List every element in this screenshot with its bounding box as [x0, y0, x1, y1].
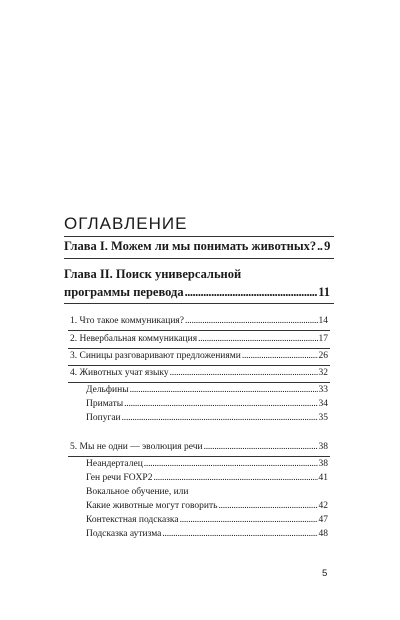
entry-page: 41: [318, 473, 328, 483]
entry-label: 3. Синицы разговаривают предложениями: [70, 351, 241, 361]
entry-page: 17: [318, 334, 328, 344]
leader-dots: [122, 413, 318, 423]
toc-entry[interactable]: [70, 351, 328, 361]
entry-label: Какие животные могут говорить: [86, 501, 218, 511]
toc-subentry[interactable]: [86, 399, 328, 409]
leader-dots: [317, 239, 323, 254]
chapter-2-title-line2: программы перевода: [64, 285, 184, 299]
chapter-1-rule: [64, 258, 334, 259]
entry-label: Попугаи: [86, 413, 121, 423]
leader-dots: [124, 399, 317, 409]
toc-entry[interactable]: [70, 334, 328, 344]
toc-subentry-line1: Вокальное обучение, или: [86, 487, 189, 497]
entry-label: Приматы: [86, 399, 124, 409]
entry-label: Контекстная подсказка: [86, 515, 179, 525]
toc-subentry[interactable]: [86, 413, 328, 423]
chapter-2-rule: [64, 303, 334, 304]
toc-subentry[interactable]: [86, 385, 328, 395]
chapter-2-page: 11: [318, 285, 330, 299]
chapter-1-title: Глава I. Можем ли мы понимать животных?: [64, 239, 317, 253]
toc-entry[interactable]: [70, 368, 328, 378]
toc-subentry[interactable]: [86, 515, 328, 525]
entry-label: 5. Мы не одни — эволюция речи: [70, 442, 203, 452]
chapter-2-entry: [64, 285, 330, 300]
entry-page: 33: [318, 385, 328, 395]
entry-page: 14: [318, 316, 328, 326]
entry-page: 26: [318, 351, 328, 361]
leader-dots: [185, 285, 318, 300]
entry-rule: [68, 456, 330, 457]
entry-label: 4. Животных учат языку: [70, 368, 169, 378]
entry-page: 38: [318, 459, 328, 469]
leader-dots: [144, 459, 318, 469]
leader-dots: [185, 316, 318, 326]
entry-label: 1. Что такое коммуникация?: [70, 316, 184, 326]
toc-subentry[interactable]: [86, 529, 328, 539]
leader-dots: [218, 501, 317, 511]
toc-entry[interactable]: [70, 316, 328, 326]
toc-subentry[interactable]: [86, 501, 328, 511]
toc-subentry[interactable]: [86, 473, 328, 483]
toc-subentry[interactable]: [86, 459, 328, 469]
leader-dots: [242, 351, 318, 361]
toc-heading: ОГЛАВЛЕНИЕ: [64, 214, 188, 233]
entry-label: Подсказка аутизма: [86, 529, 162, 539]
entry-label: Ген речи FOXP2: [86, 473, 153, 483]
leader-dots: [153, 473, 317, 483]
entry-page: 34: [318, 399, 328, 409]
page-number: 5: [322, 568, 328, 579]
leader-dots: [162, 529, 317, 539]
leader-dots: [204, 442, 318, 452]
entry-rule: [68, 330, 330, 331]
entry-page: 38: [318, 442, 328, 452]
entry-page: 42: [318, 501, 328, 511]
entry-rule: [68, 382, 330, 383]
entry-rule: [68, 365, 330, 366]
entry-label: Неандерталец: [86, 459, 143, 469]
chapter-1-entry: [64, 239, 330, 254]
heading-rule: [64, 236, 334, 237]
leader-dots: [180, 515, 318, 525]
leader-dots: [130, 385, 318, 395]
entry-page: 35: [318, 413, 328, 423]
leader-dots: [198, 334, 317, 344]
toc-entry[interactable]: [70, 442, 328, 452]
entry-label: 2. Невербальная коммуникация: [70, 334, 198, 344]
entry-page: 47: [318, 515, 328, 525]
chapter-2-title-line1: Глава II. Поиск универсальной: [64, 267, 242, 281]
entry-page: 48: [318, 529, 328, 539]
chapter-1-page: 9: [324, 239, 331, 253]
entry-label: Дельфины: [86, 385, 129, 395]
leader-dots: [170, 368, 318, 378]
entry-rule: [68, 348, 330, 349]
entry-page: 32: [318, 368, 328, 378]
